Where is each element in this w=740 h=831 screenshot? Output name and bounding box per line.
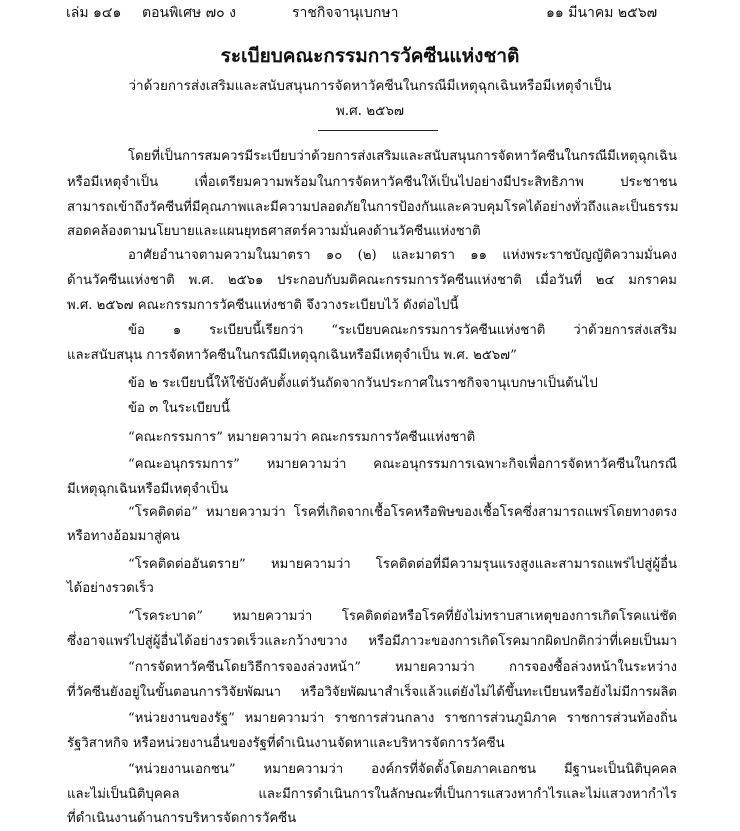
title-divider (318, 130, 438, 131)
body-line: โดยที่เป็นการสมควรมีระเบียบว่าด้วยการส่งเสริมและสนับสนุนการจัดหาวัคซีนในกรณีมีเหตุฉุกเฉิน (128, 149, 678, 164)
body-line: สอดคล้องตามนโยบายและแผนยุทธศาสตร์ความมั่นคงด้านวัคซีนแห่งชาติ (67, 224, 481, 239)
definition-line: ได้อย่างรวดเร็ว (67, 581, 154, 596)
definition-line: “โรคระบาด” หมายความว่า โรคติดต่อหรือโรคที่ยังไม่ทราบสาเหตุของการเกิดโรคแน่ชัด (128, 609, 677, 624)
definition-line: “หน่วยงานเอกชน” หมายความว่า องค์กรที่จัดตั้งโดยภาคเอกชน มีฐานะเป็นนิติบุคคล (128, 762, 677, 777)
clause-1-line: และสนับสนุน การจัดหาวัคซีนในกรณีมีเหตุฉุกเฉินหรือมีเหตุจำเป็น พ.ศ. ๒๕๖๗” (67, 348, 517, 363)
definition-line: ที่ดำเนินงานด้านการบริหารจัดการวัคซีน (67, 811, 297, 826)
header-volume: เล่ม ๑๔๑ (66, 5, 122, 21)
definition-line: “การจัดหาวัคซีนโดยวิธีการจองล่วงหน้า” หมายความว่า การจองซื้อล่วงหน้าในระหว่าง (128, 660, 677, 675)
definition-line: “คณะกรรมการ” หมายความว่า คณะกรรมการวัคซีนแห่งชาติ (128, 430, 476, 445)
body-line: อาศัยอำนาจตามความในมาตรา ๑๐ (๒) และมาตรา ๑๑ แห่งพระราชบัญญัติความมั่นคง (128, 248, 677, 263)
header-publication: ราชกิจจานุเบกษา (292, 5, 399, 21)
definition-line: “คณะอนุกรรมการ” หมายความว่า คณะอนุกรรมการเฉพาะกิจเพื่อการจัดหาวัคซีนในกรณี (128, 457, 677, 472)
definition-line: และไม่เป็นนิติบุคคล และมีการดำเนินการในลักษณะที่เป็นการแสวงหากำไรและไม่แสวงหากำไร (67, 787, 677, 802)
body-line: หรือมีเหตุจำเป็น เพื่อเตรียมความพร้อมในการจัดหาวัคซีนให้เป็นไปอย่างมีประสิทธิภาพ ประชาชน (67, 175, 677, 190)
header-date: ๑๑ มีนาคม ๒๕๖๗ (546, 5, 658, 21)
clause-2-line: ข้อ ๒ ระเบียบนี้ให้ใช้บังคับตั้งแต่วันถัดจากวันประกาศในราชกิจจานุเบกษาเป็นต้นไป (128, 376, 598, 391)
document-year: พ.ศ. ๒๕๖๗ (335, 103, 405, 119)
body-line: ด้านวัคซีนแห่งชาติ พ.ศ. ๒๕๖๑ ประกอบกับมติคณะกรรมการวัคซีนแห่งชาติ เมื่อวันที่ ๒๔ มกราคม (67, 273, 677, 288)
clause-3-line: ข้อ ๓ ในระเบียบนี้ (128, 401, 230, 416)
definition-line: หรือทางอ้อมมาสู่คน (67, 529, 180, 544)
document-title: ระเบียบคณะกรรมการวัคซีนแห่งชาติ (220, 45, 520, 67)
body-line: พ.ศ. ๒๕๖๗ คณะกรรมการวัคซีนแห่งชาติ จึงวางระเบียบไว้ ดังต่อไปนี้ (67, 298, 459, 313)
definition-line: “โรคติดต่อ” หมายความว่า โรคที่เกิดจากเชื้อโรคหรือพิษของเชื้อโรคซึ่งสามารถแพร่โดยทางตรง (128, 505, 677, 520)
definition-line: มีเหตุฉุกเฉินหรือมีเหตุจำเป็น (67, 482, 229, 497)
definition-line: ซึ่งอาจแพร่ไปสู่ผู้อื่นได้อย่างรวดเร็วและกว้างขวาง หรือมีภาวะของการเกิดโรคมากผิดปกติกว่าที่เคยเป็นมา (67, 634, 677, 649)
body-line: สามารถเข้าถึงวัคซีนที่มีคุณภาพและมีความปลอดภัยในการป้องกันและควบคุมโรคได้อย่างทั่วถึงและเป็นธรรม (67, 200, 679, 215)
definition-line: “หน่วยงานของรัฐ” หมายความว่า ราชการส่วนกลาง ราชการส่วนภูมิภาค ราชการส่วนท้องถิ่น (128, 711, 677, 726)
definition-line: ที่วัคซีนยังอยู่ในขั้นตอนการวิจัยพัฒนา หรือวิจัยพัฒนาสำเร็จแล้วแต่ยังไม่ได้ขึ้นทะเบียนหรือยังไม่มีการผลิต (67, 685, 677, 700)
definition-line: รัฐวิสาหกิจ หรือหน่วยงานอื่นของรัฐที่ดำเนินงานจัดหาและบริหารจัดการวัคซีน (67, 736, 505, 751)
header-section: ตอนพิเศษ ๗๐ ง (142, 5, 237, 21)
definition-line: “โรคติดต่ออันตราย” หมายความว่า โรคติดต่อที่มีความรุนแรงสูงและสามารถแพร่ไปสู่ผู้อื่น (128, 557, 677, 572)
document-subtitle: ว่าด้วยการส่งเสริมและสนับสนุนการจัดหาวัคซีนในกรณีมีเหตุฉุกเฉินหรือมีเหตุจำเป็น (128, 78, 612, 94)
clause-1-line: ข้อ ๑ ระเบียบนี้เรียกว่า “ระเบียบคณะกรรมการวัคซีนแห่งชาติ ว่าด้วยการส่งเสริม (128, 323, 677, 338)
